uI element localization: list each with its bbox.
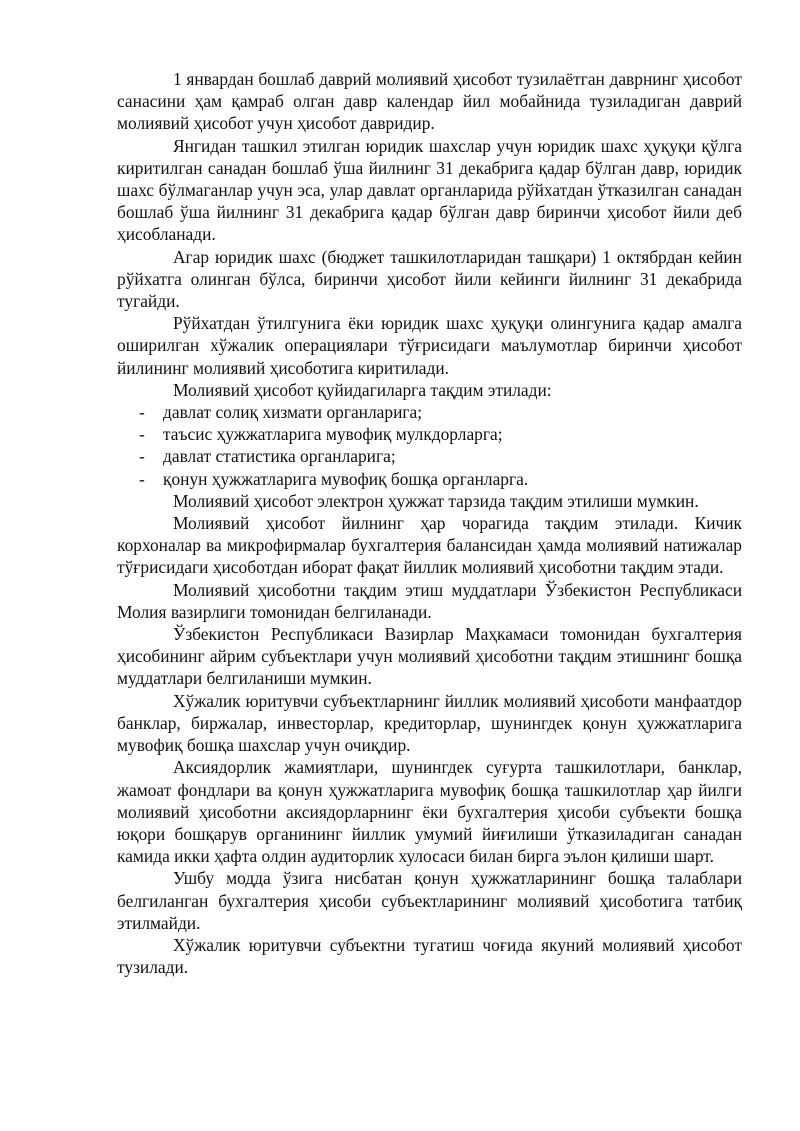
- list-item: [117, 468, 742, 490]
- paragraph-deadlines-ministry: Молиявий ҳисоботни тақдим этиш муддатлари Ўзбекистон Республикаси Молия вазирлиги томонидан белгиланади.: [117, 579, 742, 622]
- paragraph-pre-registration-operations: Рўйхатдан ўтилгунига ёки юридик шахс ҳуқуқи олингунига қадар амалга оширилган хўжалик операциялари тўғрисидаги маълумотлар биринчи ҳисобот йилининг молиявий ҳисоботига киритилади.: [117, 313, 742, 378]
- paragraph-electronic-form: Молиявий ҳисобот электрон ҳужжат тарзида тақдим этилиши мумкин.: [173, 490, 699, 511]
- paragraph-october-registration: Агар юридик шахс (бюджет ташкилотларидан ташқари) 1 октябрдан кейин рўйхатга олинган бўлса, биринчи ҳисобот йили кейинги йилнинг 31 декабрида тугайди.: [117, 246, 742, 312]
- list-item-text: қонун ҳужжатларига мувофиқ бошқа органларга.: [163, 468, 529, 489]
- list-item: [117, 423, 742, 445]
- document-page: [117, 68, 742, 978]
- list-item-text: давлат статистика органларига;: [163, 446, 396, 467]
- list-item: [117, 445, 742, 467]
- paragraph-public-access: Хўжалик юритувчи субъектларнинг йиллик молиявий ҳисоботи манфаатдор банклар, биржалар, инвесторлар, кредиторлар, шунингдек қонун ҳужжатларига мувофиқ бошқа шахслар учун очиқдир.: [117, 690, 742, 756]
- paragraph-reporting-period: 1 январдан бошлаб даврий молиявий ҳисобот тузилаётган даврнинг ҳисобот санасини ҳам қамраб олган давр календар йил мобайнида тузиладиган даврий молиявий ҳисобот учун ҳисобот давридир.: [117, 69, 742, 134]
- list-dash: -: [139, 402, 145, 423]
- paragraph-liquidation-report: Хўжалик юритувчи субъектни тугатиш чоғида якуний молиявий ҳисобот тузилади.: [117, 934, 742, 978]
- list-dash: -: [139, 468, 145, 489]
- paragraph-deadlines-cabinet: Ўзбекистон Республикаси Вазирлар Маҳкамаси томонидан бухгалтерия ҳисобининг айрим субъектлари учун молиявий ҳисоботни тақдим этишнинг бошқа муддатлари белгиланиши мумкин.: [117, 624, 742, 689]
- list-item-text: давлат солиқ хизмати органларига;: [163, 402, 423, 423]
- paragraph-publication-requirement: Аксиядорлик жамиятлари, шунингдек суғурта ташкилотлари, банклар, жамоат фондлари ва қонун ҳужжатларига мувофиқ бошқа ташкилотлар ҳар йилги молиявий ҳисоботни аксиядорларнинг ёки бухгалтерия ҳисоби субъекти бошқа юқори бошқарув органининг йиллик умумий йиғилиши ўтказиладиган санадан камида икки ҳафта олдин аудиторлик хулосаси билан бирга эълон қилиши шарт.: [117, 757, 742, 867]
- paragraph-first-reporting-year: Янгидан ташкил этилган юридик шахслар учун юридик шахс ҳуқуқи қўлга киритилган санадан бошлаб ўша йилнинг 31 декабрига қадар бўлган давр, юридик шахс бўлмаганлар учун эса, улар давлат органларида рўйхатдан ўтказилган санадан бошлаб ўша йилнинг 31 декабрига қадар бўлган давр биринчи ҳисобот йили деб ҳисобланади.: [117, 135, 742, 245]
- paragraph-exemption: Ушбу модда ўзига нисбатан қонун ҳужжатларининг бошқа талаблари белгиланган бухгалтерия ҳисоби субъектларининг молиявий ҳисоботига татбиқ этилмайди.: [117, 868, 742, 933]
- paragraph-quarterly-submission: Молиявий ҳисобот йилнинг ҳар чорагида тақдим этилади. Кичик корхоналар ва микрофирмалар бухгалтерия балансидан ҳамда молиявий натижалар тўғрисидаги ҳисоботдан иборат фақат йиллик молиявий ҳисоботни тақдим этади.: [117, 513, 742, 578]
- list-item: [117, 401, 742, 423]
- list-dash: -: [139, 424, 145, 445]
- paragraph-submission-intro: Молиявий ҳисобот қуйидагиларга тақдим этилади:: [173, 379, 552, 400]
- list-item-text: таъсис ҳужжатларига мувофиқ мулкдорларга;: [163, 424, 503, 445]
- recipients-list: [117, 401, 742, 490]
- list-dash: -: [139, 446, 145, 467]
